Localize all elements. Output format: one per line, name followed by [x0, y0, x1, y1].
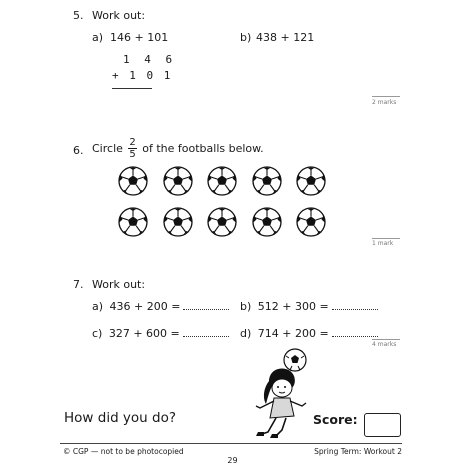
- page-number: 29: [227, 456, 238, 465]
- q6-title-after: of the footballs below.: [142, 142, 264, 155]
- q7d-expression: 714 + 200 =: [257, 327, 329, 340]
- how-did-you-do-prompt: How did you do?: [64, 410, 177, 426]
- term-label: Spring Term: Workout 2: [314, 447, 402, 456]
- q5b-expression: 438 + 121: [256, 31, 315, 44]
- q5a-expression: 146 + 101: [110, 31, 169, 44]
- q7-marks-line: [372, 339, 400, 340]
- q5-marks-line: [372, 96, 400, 97]
- q5-marks: 2 marks: [372, 99, 397, 106]
- football-icon[interactable]: [118, 207, 148, 237]
- q7a-expression: 436 + 200 =: [109, 300, 181, 313]
- q6-marks-line: [372, 238, 400, 239]
- q5a-column-bottom: + 1 0 1: [112, 69, 173, 82]
- football-icon[interactable]: [252, 166, 282, 196]
- football-icon[interactable]: [207, 207, 237, 237]
- q7b-item: [240, 300, 378, 313]
- q6-fraction: [128, 137, 136, 160]
- footer-rule: [60, 443, 402, 444]
- q7c-expression: 327 + 600 =: [108, 327, 180, 340]
- q7-title: Work out:: [92, 278, 146, 291]
- score-label: Score:: [313, 412, 358, 427]
- cartoon-girl-heading-ball-illustration: [232, 346, 322, 440]
- q7a-item: [92, 300, 229, 313]
- copyright-notice: © CGP — not to be photocopied: [63, 447, 184, 456]
- q7a-label: a): [92, 300, 104, 313]
- football-icon[interactable]: [163, 166, 193, 196]
- heading-ball-icon: [284, 349, 306, 371]
- q6-fraction-numerator: 2: [129, 137, 136, 148]
- q7c-label: c): [92, 327, 103, 340]
- q6-title-before: Circle: [92, 142, 123, 155]
- q6-title: [92, 137, 264, 160]
- q5a-answer-line: [112, 88, 152, 89]
- football-icon[interactable]: [296, 207, 326, 237]
- football-icon[interactable]: [118, 166, 148, 196]
- q6-number: 6.: [73, 144, 84, 157]
- q5a-label: a): [92, 31, 104, 44]
- q7d-answer-field[interactable]: [332, 328, 378, 337]
- football-icon[interactable]: [207, 166, 237, 196]
- q7d-label: d): [240, 327, 252, 340]
- q7b-answer-field[interactable]: [332, 301, 378, 310]
- q5-number: 5.: [73, 9, 84, 22]
- q5b-label: b): [240, 31, 252, 44]
- q7b-label: b): [240, 300, 252, 313]
- q7c-item: [92, 327, 229, 340]
- q5-title: Work out:: [92, 9, 146, 22]
- q7c-answer-field[interactable]: [183, 328, 229, 337]
- score-box[interactable]: [364, 413, 401, 437]
- q6-marks: 1 mark: [372, 240, 394, 247]
- q6-fraction-denominator: 5: [129, 149, 136, 160]
- football-icon[interactable]: [296, 166, 326, 196]
- q7d-item: [240, 327, 378, 340]
- football-icon[interactable]: [163, 207, 193, 237]
- q7-marks: 4 marks: [372, 341, 397, 348]
- football-icon[interactable]: [252, 207, 282, 237]
- q7b-expression: 512 + 300 =: [257, 300, 329, 313]
- q7a-answer-field[interactable]: [183, 301, 229, 310]
- q5a-column-top: 1 4 6: [123, 53, 177, 66]
- q7-number: 7.: [73, 278, 84, 291]
